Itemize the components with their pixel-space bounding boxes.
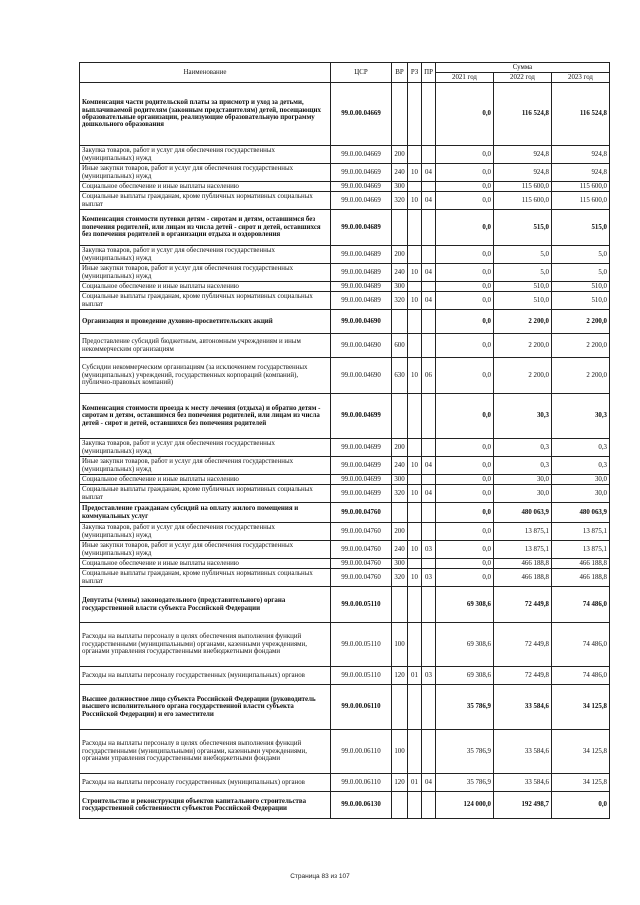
row-sum-2023: 515,0 [552, 210, 610, 246]
row-name: Компенсация стоимости путевки детям - сиротам и детям, оставшимся без попечения родителей, или лицам из числа детей - сирот и детей, оставшихся без попечения родителей в организации отдыха и оздоровления [80, 210, 331, 246]
row-rz [408, 475, 422, 485]
row-sum-2021: 0,0 [436, 358, 494, 394]
row-csr: 99.0.00.04690 [331, 310, 392, 334]
table-row [80, 439, 610, 457]
header-year-2023: 2023 год [552, 73, 610, 83]
header-sum: Сумма [436, 63, 610, 73]
table-row [80, 358, 610, 394]
row-sum-2021: 0,0 [436, 523, 494, 541]
table-row [80, 667, 610, 685]
table-row [80, 475, 610, 485]
row-sum-2022: 115 600,0 [494, 192, 552, 210]
row-vr: 200 [392, 523, 408, 541]
row-pr [422, 210, 436, 246]
row-pr [422, 182, 436, 192]
row-vr: 240 [392, 541, 408, 559]
row-sum-2023: 34 125,8 [552, 730, 610, 774]
row-pr [422, 559, 436, 569]
row-sum-2021: 0,0 [436, 457, 494, 475]
table-row [80, 792, 610, 819]
row-rz [408, 146, 422, 164]
row-name: Социальное обеспечение и иные выплаты населению [80, 182, 331, 192]
row-sum-2021: 0,0 [436, 475, 494, 485]
row-name: Расходы на выплаты персоналу государственных (муниципальных) органов [80, 774, 331, 792]
row-sum-2022: 924,8 [494, 164, 552, 182]
row-pr [422, 334, 436, 358]
row-rz [408, 623, 422, 667]
row-rz: 01 [408, 667, 422, 685]
row-name: Социальное обеспечение и иные выплаты населению [80, 282, 331, 292]
row-sum-2021: 69 308,6 [436, 667, 494, 685]
table-row [80, 485, 610, 503]
row-sum-2023: 30,0 [552, 485, 610, 503]
row-sum-2021: 69 308,6 [436, 623, 494, 667]
row-name: Социальные выплаты гражданам, кроме публичных нормативных социальных выплат [80, 485, 331, 503]
row-vr [392, 685, 408, 730]
row-vr [392, 587, 408, 623]
header-vr: ВР [392, 63, 408, 83]
table-row [80, 503, 610, 523]
row-csr: 99.0.00.04699 [331, 394, 392, 439]
table-row [80, 559, 610, 569]
table-row [80, 182, 610, 192]
row-name: Субсидии некоммерческим организациям (за исключением государственных (муниципальных) учреждений, государственных корпораций (компаний), публично-правовых компаний) [80, 358, 331, 394]
row-sum-2022: 0,3 [494, 439, 552, 457]
table-row [80, 774, 610, 792]
row-sum-2021: 0,0 [436, 334, 494, 358]
row-sum-2021: 0,0 [436, 503, 494, 523]
row-name: Расходы на выплаты персоналу в целях обеспечения выполнения функций государственными (муниципальными) органами, казенными учреждениями, органами управления государственными внебюджетными фондами [80, 623, 331, 667]
row-sum-2023: 34 125,8 [552, 774, 610, 792]
table-row [80, 246, 610, 264]
row-sum-2022: 466 188,8 [494, 569, 552, 587]
row-sum-2023: 115 600,0 [552, 192, 610, 210]
header-pr: ПР [422, 63, 436, 83]
row-sum-2023: 5,0 [552, 246, 610, 264]
row-rz [408, 210, 422, 246]
row-sum-2022: 5,0 [494, 246, 552, 264]
row-pr: 04 [422, 192, 436, 210]
row-rz [408, 792, 422, 819]
row-csr: 99.0.00.04669 [331, 164, 392, 182]
row-rz: 10 [408, 192, 422, 210]
row-name: Социальные выплаты гражданам, кроме публичных нормативных социальных выплат [80, 192, 331, 210]
row-sum-2023: 74 486,0 [552, 623, 610, 667]
row-pr [422, 146, 436, 164]
row-vr: 240 [392, 457, 408, 475]
row-vr: 120 [392, 774, 408, 792]
row-pr: 04 [422, 774, 436, 792]
row-vr [392, 394, 408, 439]
row-pr: 04 [422, 264, 436, 282]
row-name: Иные закупки товаров, работ и услуг для обеспечения государственных (муниципальных) нужд [80, 164, 331, 182]
row-rz [408, 685, 422, 730]
row-pr: 03 [422, 541, 436, 559]
row-name: Закупка товаров, работ и услуг для обеспечения государственных (муниципальных) нужд [80, 246, 331, 264]
row-pr [422, 623, 436, 667]
table-row [80, 292, 610, 310]
row-pr [422, 310, 436, 334]
row-sum-2023: 480 063,9 [552, 503, 610, 523]
row-sum-2022: 13 875,1 [494, 541, 552, 559]
row-rz: 10 [408, 485, 422, 503]
row-rz [408, 559, 422, 569]
row-pr: 04 [422, 164, 436, 182]
row-vr [392, 792, 408, 819]
row-vr [392, 210, 408, 246]
row-sum-2021: 124 000,0 [436, 792, 494, 819]
row-pr: 03 [422, 667, 436, 685]
row-rz [408, 730, 422, 774]
row-name: Высшее должностное лицо субъекта Российской Федерации (руководитель высшего исполнительного органа государственной власти субъекта Российской Федерации) и его заместители [80, 685, 331, 730]
row-sum-2021: 0,0 [436, 569, 494, 587]
row-csr: 99.0.00.04760 [331, 559, 392, 569]
row-sum-2023: 74 486,0 [552, 587, 610, 623]
row-rz [408, 503, 422, 523]
row-name: Социальное обеспечение и иные выплаты населению [80, 559, 331, 569]
row-csr: 99.0.00.04669 [331, 192, 392, 210]
row-rz [408, 394, 422, 439]
row-name: Иные закупки товаров, работ и услуг для обеспечения государственных (муниципальных) нужд [80, 457, 331, 475]
row-name: Социальные выплаты гражданам, кроме публичных нормативных социальных выплат [80, 292, 331, 310]
row-csr: 99.0.00.04760 [331, 569, 392, 587]
row-csr: 99.0.00.04669 [331, 83, 392, 146]
row-sum-2022: 2 200,0 [494, 334, 552, 358]
table-row [80, 210, 610, 246]
budget-table [79, 62, 610, 819]
row-csr: 99.0.00.04699 [331, 457, 392, 475]
table-row [80, 457, 610, 475]
row-rz [408, 246, 422, 264]
row-pr [422, 83, 436, 146]
row-name: Закупка товаров, работ и услуг для обеспечения государственных (муниципальных) нужд [80, 439, 331, 457]
row-name: Закупка товаров, работ и услуг для обеспечения государственных (муниципальных) нужд [80, 523, 331, 541]
row-pr [422, 587, 436, 623]
row-pr [422, 439, 436, 457]
row-name: Предоставление субсидий бюджетным, автономным учреждениям и иным некоммерческим организациям [80, 334, 331, 358]
row-pr: 06 [422, 358, 436, 394]
row-sum-2023: 0,3 [552, 439, 610, 457]
row-sum-2021: 35 786,9 [436, 685, 494, 730]
row-sum-2023: 2 200,0 [552, 310, 610, 334]
row-vr: 100 [392, 730, 408, 774]
row-sum-2021: 0,0 [436, 541, 494, 559]
row-vr: 200 [392, 246, 408, 264]
row-sum-2022: 115 600,0 [494, 182, 552, 192]
row-vr: 630 [392, 358, 408, 394]
row-rz [408, 83, 422, 146]
row-sum-2022: 192 498,7 [494, 792, 552, 819]
table-row [80, 587, 610, 623]
row-sum-2022: 924,8 [494, 146, 552, 164]
row-csr: 99.0.00.04699 [331, 439, 392, 457]
page-number: Страница 83 из 107 [290, 873, 350, 880]
row-sum-2023: 924,8 [552, 164, 610, 182]
row-rz: 10 [408, 264, 422, 282]
row-vr: 240 [392, 264, 408, 282]
row-sum-2023: 2 200,0 [552, 358, 610, 394]
table-row [80, 310, 610, 334]
row-rz: 10 [408, 164, 422, 182]
row-rz: 10 [408, 292, 422, 310]
row-vr: 200 [392, 146, 408, 164]
row-sum-2023: 466 188,8 [552, 569, 610, 587]
row-sum-2021: 0,0 [436, 485, 494, 503]
row-rz [408, 439, 422, 457]
row-pr: 04 [422, 485, 436, 503]
row-name: Закупка товаров, работ и услуг для обеспечения государственных (муниципальных) нужд [80, 146, 331, 164]
row-vr: 120 [392, 667, 408, 685]
row-sum-2021: 0,0 [436, 83, 494, 146]
table-row [80, 334, 610, 358]
row-csr: 99.0.00.06130 [331, 792, 392, 819]
row-sum-2022: 510,0 [494, 282, 552, 292]
table-row [80, 394, 610, 439]
row-sum-2023: 0,0 [552, 792, 610, 819]
row-sum-2021: 0,0 [436, 264, 494, 282]
row-sum-2022: 0,3 [494, 457, 552, 475]
row-sum-2023: 0,3 [552, 457, 610, 475]
row-sum-2021: 0,0 [436, 146, 494, 164]
row-csr: 99.0.00.06110 [331, 774, 392, 792]
row-pr [422, 523, 436, 541]
table-row [80, 541, 610, 559]
row-sum-2022: 72 449,8 [494, 667, 552, 685]
row-sum-2022: 33 584,6 [494, 774, 552, 792]
row-sum-2022: 2 200,0 [494, 358, 552, 394]
row-sum-2022: 480 063,9 [494, 503, 552, 523]
row-csr: 99.0.00.04689 [331, 264, 392, 282]
row-vr: 100 [392, 623, 408, 667]
table-body [80, 83, 610, 819]
row-rz [408, 587, 422, 623]
row-csr: 99.0.00.04669 [331, 146, 392, 164]
row-rz: 10 [408, 457, 422, 475]
row-sum-2022: 466 188,8 [494, 559, 552, 569]
header-year-2021: 2021 год [436, 73, 494, 83]
row-pr [422, 475, 436, 485]
table-row [80, 623, 610, 667]
row-name: Компенсация части родительской платы за присмотр и уход за детьми, выплачиваемой родителям (законным представителям) детей, посещающих образовательные организации, реализующие образовательную программу дошкольного образования [80, 83, 331, 146]
row-sum-2023: 34 125,8 [552, 685, 610, 730]
row-rz [408, 523, 422, 541]
table-header [80, 63, 610, 83]
row-sum-2022: 5,0 [494, 264, 552, 282]
row-rz: 10 [408, 541, 422, 559]
row-sum-2022: 72 449,8 [494, 587, 552, 623]
row-pr: 04 [422, 292, 436, 310]
row-sum-2022: 510,0 [494, 292, 552, 310]
row-name: Строительство и реконструкция объектов капитального строительства государственной собственности субъектов Российской Федерации [80, 792, 331, 819]
row-sum-2023: 13 875,1 [552, 541, 610, 559]
row-vr [392, 310, 408, 334]
row-sum-2021: 35 786,9 [436, 730, 494, 774]
row-csr: 99.0.00.04689 [331, 282, 392, 292]
row-vr: 320 [392, 292, 408, 310]
row-csr: 99.0.00.04699 [331, 475, 392, 485]
row-csr: 99.0.00.04689 [331, 210, 392, 246]
row-name: Социальные выплаты гражданам, кроме публичных нормативных социальных выплат [80, 569, 331, 587]
table-row [80, 146, 610, 164]
row-pr [422, 246, 436, 264]
header-rz: РЗ [408, 63, 422, 83]
row-pr: 04 [422, 457, 436, 475]
row-sum-2022: 33 584,6 [494, 730, 552, 774]
table-row [80, 164, 610, 182]
row-vr: 300 [392, 559, 408, 569]
row-sum-2022: 2 200,0 [494, 310, 552, 334]
row-csr: 99.0.00.06110 [331, 730, 392, 774]
table-row [80, 730, 610, 774]
row-sum-2021: 0,0 [436, 164, 494, 182]
row-csr: 99.0.00.06110 [331, 685, 392, 730]
table-row [80, 264, 610, 282]
row-sum-2021: 0,0 [436, 439, 494, 457]
row-csr: 99.0.00.04690 [331, 334, 392, 358]
row-csr: 99.0.00.04760 [331, 541, 392, 559]
table-row [80, 83, 610, 146]
row-csr: 99.0.00.04760 [331, 523, 392, 541]
row-sum-2021: 0,0 [436, 394, 494, 439]
row-csr: 99.0.00.05110 [331, 623, 392, 667]
row-vr: 300 [392, 475, 408, 485]
table-row [80, 192, 610, 210]
table-row [80, 685, 610, 730]
row-csr: 99.0.00.04699 [331, 485, 392, 503]
row-pr [422, 685, 436, 730]
row-pr [422, 792, 436, 819]
row-sum-2021: 35 786,9 [436, 774, 494, 792]
row-rz [408, 334, 422, 358]
row-vr [392, 503, 408, 523]
row-vr: 300 [392, 282, 408, 292]
row-sum-2022: 30,3 [494, 394, 552, 439]
row-sum-2021: 0,0 [436, 210, 494, 246]
row-sum-2022: 30,0 [494, 475, 552, 485]
row-sum-2022: 13 875,1 [494, 523, 552, 541]
row-sum-2022: 30,0 [494, 485, 552, 503]
row-sum-2023: 116 524,8 [552, 83, 610, 146]
row-name: Иные закупки товаров, работ и услуг для обеспечения государственных (муниципальных) нужд [80, 541, 331, 559]
row-rz [408, 282, 422, 292]
row-name: Организация и проведение духовно-просветительских акций [80, 310, 331, 334]
row-sum-2021: 0,0 [436, 282, 494, 292]
header-year-2022: 2022 год [494, 73, 552, 83]
table-row [80, 569, 610, 587]
row-pr [422, 730, 436, 774]
row-sum-2023: 5,0 [552, 264, 610, 282]
row-pr [422, 394, 436, 439]
row-name: Иные закупки товаров, работ и услуг для обеспечения государственных (муниципальных) нужд [80, 264, 331, 282]
row-vr: 320 [392, 485, 408, 503]
row-sum-2021: 0,0 [436, 559, 494, 569]
header-name: Наименование [80, 63, 331, 83]
row-sum-2023: 924,8 [552, 146, 610, 164]
row-vr: 600 [392, 334, 408, 358]
row-sum-2021: 0,0 [436, 182, 494, 192]
row-name: Компенсация стоимости проезда к месту лечения (отдыха) и обратно детям - сиротам и детям, оставшимся без попечения родителей, или лицам из числа детей - сирот и детей, оставшихся без попечения родителей [80, 394, 331, 439]
row-pr [422, 282, 436, 292]
row-vr [392, 83, 408, 146]
row-sum-2023: 510,0 [552, 292, 610, 310]
row-sum-2022: 72 449,8 [494, 623, 552, 667]
table-row [80, 282, 610, 292]
row-name: Расходы на выплаты персоналу государственных (муниципальных) органов [80, 667, 331, 685]
row-pr [422, 503, 436, 523]
row-sum-2022: 116 524,8 [494, 83, 552, 146]
row-sum-2021: 69 308,6 [436, 587, 494, 623]
row-csr: 99.0.00.04689 [331, 246, 392, 264]
row-csr: 99.0.00.05110 [331, 667, 392, 685]
row-sum-2022: 33 584,6 [494, 685, 552, 730]
row-sum-2021: 0,0 [436, 246, 494, 264]
row-sum-2021: 0,0 [436, 192, 494, 210]
row-csr: 99.0.00.04689 [331, 292, 392, 310]
row-sum-2021: 0,0 [436, 310, 494, 334]
row-vr: 320 [392, 569, 408, 587]
row-pr: 03 [422, 569, 436, 587]
row-vr: 200 [392, 439, 408, 457]
row-sum-2022: 515,0 [494, 210, 552, 246]
row-rz: 10 [408, 358, 422, 394]
row-name: Расходы на выплаты персоналу в целях обеспечения выполнения функций государственными (муниципальными) органами, казенными учреждениями, органами управления государственными внебюджетными фондами [80, 730, 331, 774]
row-sum-2023: 466 188,8 [552, 559, 610, 569]
row-name: Социальное обеспечение и иные выплаты населению [80, 475, 331, 485]
row-sum-2023: 13 875,1 [552, 523, 610, 541]
row-vr: 240 [392, 164, 408, 182]
table-row [80, 523, 610, 541]
row-name: Предоставление гражданам субсидий на оплату жилого помещения и коммунальных услуг [80, 503, 331, 523]
row-sum-2023: 74 486,0 [552, 667, 610, 685]
header-csr: ЦСР [331, 63, 392, 83]
row-rz: 10 [408, 569, 422, 587]
row-rz: 01 [408, 774, 422, 792]
row-sum-2023: 2 200,0 [552, 334, 610, 358]
row-sum-2023: 115 600,0 [552, 182, 610, 192]
row-sum-2023: 510,0 [552, 282, 610, 292]
row-sum-2023: 30,3 [552, 394, 610, 439]
row-vr: 300 [392, 182, 408, 192]
row-csr: 99.0.00.04760 [331, 503, 392, 523]
row-csr: 99.0.00.05110 [331, 587, 392, 623]
row-rz [408, 182, 422, 192]
row-rz [408, 310, 422, 334]
row-csr: 99.0.00.04669 [331, 182, 392, 192]
row-sum-2021: 0,0 [436, 292, 494, 310]
row-sum-2023: 30,0 [552, 475, 610, 485]
row-vr: 320 [392, 192, 408, 210]
row-csr: 99.0.00.04690 [331, 358, 392, 394]
row-name: Депутаты (члены) законодательного (представительного) органа государственной власти субъекта Российской Федерации [80, 587, 331, 623]
